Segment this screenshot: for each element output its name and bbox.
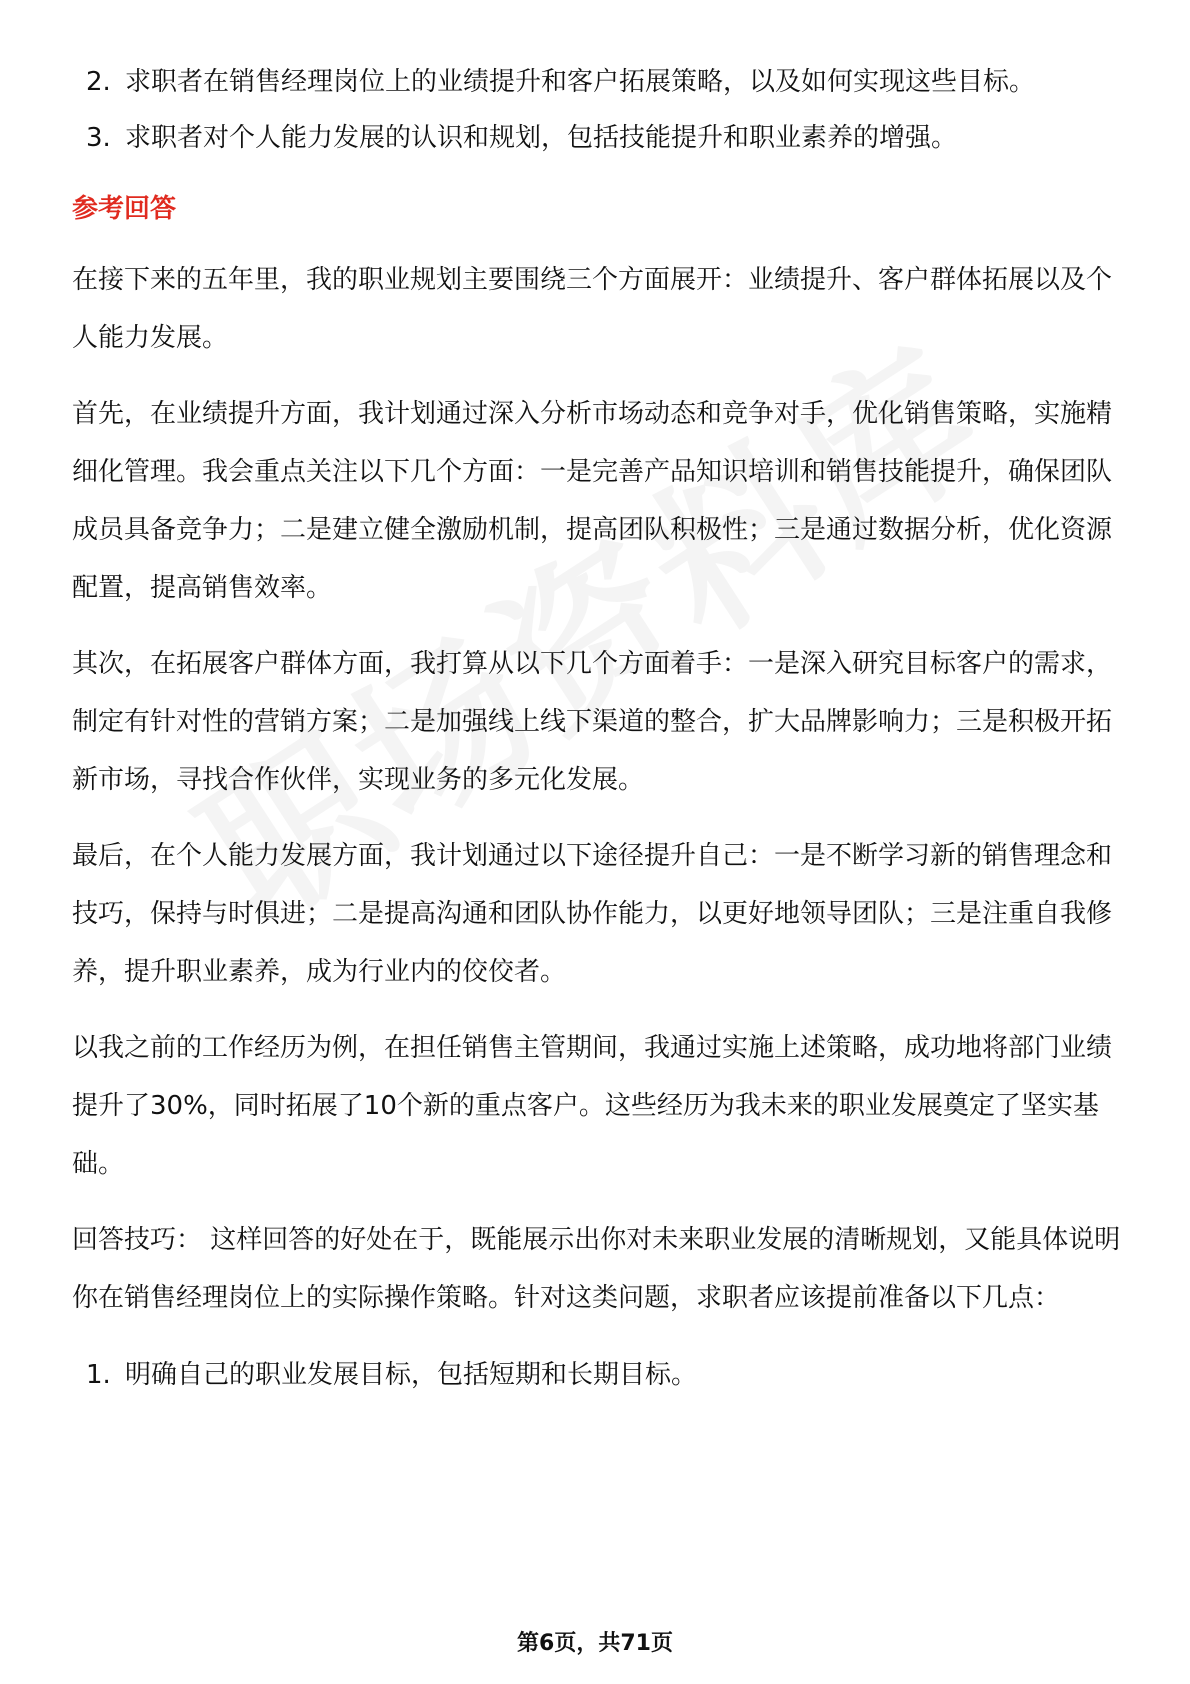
paragraph: 在接下来的五年里，我的职业规划主要围绕三个方面展开：业绩提升、客户群体拓展以及个人能力发展。 bbox=[72, 265, 1113, 353]
section-title: 参考回答 bbox=[72, 194, 177, 224]
paragraph: 回答技巧： 这样回答的好处在于，既能展示出你对未来职业发展的清晰规划，又能具体说明你在销售经理岗位上的实际操作策略。针对这类问题，求职者应该提前准备以下几点： bbox=[72, 1225, 1121, 1313]
list-number: 2. bbox=[86, 67, 111, 97]
list-item bbox=[72, 54, 1124, 110]
paragraph: 其次，在拓展客户群体方面，我打算从以下几个方面着手：一是深入研究目标客户的需求，制定有针对性的营销方案；二是加强线上线下渠道的整合，扩大品牌影响力；三是积极开拓新市场，寻找合作伙伴，实现业务的多元化发展。 bbox=[72, 649, 1113, 795]
list-text: 明确自己的职业发展目标，包括短期和长期目标。 bbox=[125, 1360, 698, 1390]
paragraph: 最后，在个人能力发展方面，我计划通过以下途径提升自己：一是不断学习新的销售理念和技巧，保持与时俱进；二是提高沟通和团队协作能力，以更好地领导团队；三是注重自我修养，提升职业素养，成为行业内的佼佼者。 bbox=[72, 841, 1113, 987]
page-footer: 第6页，共71页 bbox=[517, 1631, 673, 1656]
list-item bbox=[72, 110, 1124, 166]
paragraph: 以我之前的工作经历为例，在担任销售主管期间，我通过实施上述策略，成功地将部门业绩提升了30%，同时拓展了10个新的重点客户。这些经历为我未来的职业发展奠定了坚实基础。 bbox=[72, 1033, 1113, 1179]
list-item bbox=[72, 1347, 1124, 1403]
list-text: 求职者对个人能力发展的认识和规划，包括技能提升和职业素养的增强。 bbox=[125, 123, 958, 153]
list-text: 求职者在销售经理岗位上的业绩提升和客户拓展策略，以及如何实现这些目标。 bbox=[125, 67, 1036, 97]
list-number: 3. bbox=[86, 123, 111, 153]
document-body bbox=[72, 54, 1124, 1403]
list-number: 1. bbox=[86, 1360, 111, 1390]
paragraph: 首先，在业绩提升方面，我计划通过深入分析市场动态和竞争对手，优化销售策略，实施精细化管理。我会重点关注以下几个方面：一是完善产品知识培训和销售技能提升，确保团队成员具备竞争力；二是建立健全激励机制，提高团队积极性；三是通过数据分析，优化资源配置，提高销售效率。 bbox=[72, 399, 1113, 603]
